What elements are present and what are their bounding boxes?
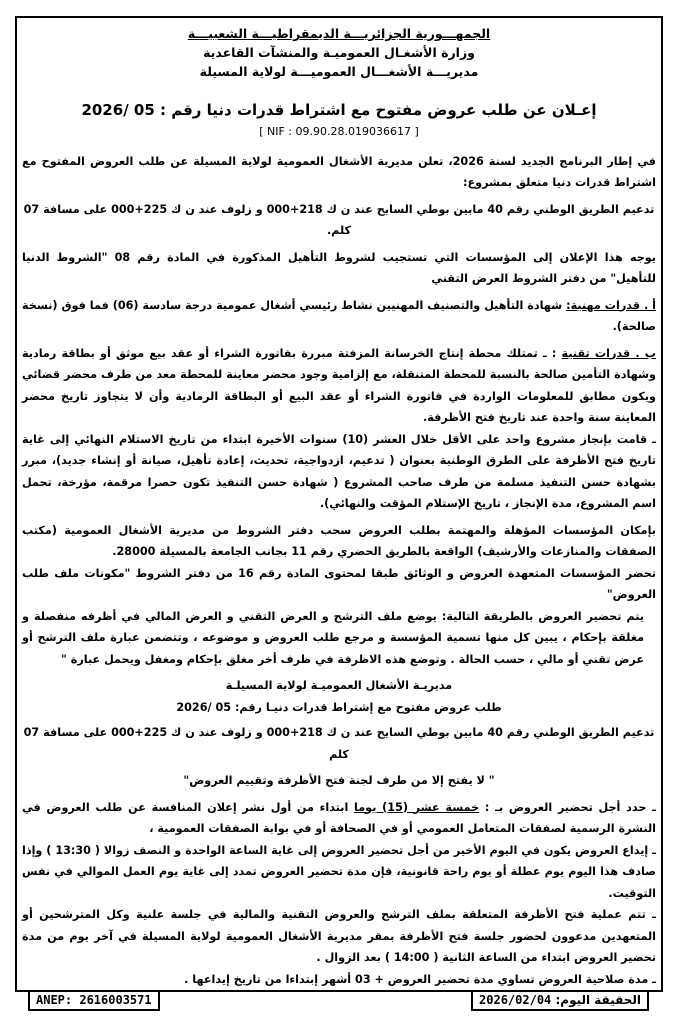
- envelope-directorate: مديريـة الأشغال العموميـة لولاية المسيلـة: [225, 679, 453, 692]
- deposit-term: ـ إيداع العروض يكون في اليوم الأخير من أجل تحضير العروض إلى غاية الساعة الواحدة و النصف زوالا ( 13:30 ) وإذا صادف هذا اليوم يوم عطلة أو يوم راحة قانونية، فإن مدة تحضير العروض تمدد إلى غاية يوم العمل الموالي في نفس التوقيت.: [22, 843, 656, 900]
- project-title: تدعيم الطريق الوطني رقم 40 مابين بوطي السايح عند ن ك 218+000 و زلوف عند ن ك 225+000 على مسافة 07 كلم.: [23, 202, 655, 237]
- intro-paragraph: في إطار البرنامج الجديد لسنة 2026، تعلن مديرية الأشغال العمومية لولاية المسيلة عن طلب العروض المفتوح مع اشتراط قدرات دنيا متعلق بمشروع:: [22, 154, 656, 189]
- republic-heading: الجمهـــورية الجزائريـــة الديمقراطيـــة الشعبيـــة: [187, 26, 491, 41]
- professional-capacity-text: شهادة التأهيل والتصنيف المهنيين نشاط رئيسي أشغال عمومية درجة سادسة (06) فما فوق (نسخة صالحة).: [22, 298, 656, 333]
- newspaper-date: [471, 990, 649, 1011]
- newspaper-name: الحقيقة اليوم:: [555, 993, 641, 1007]
- technical-capacity-label: ب . قدرات تقنية: [561, 346, 656, 360]
- nif-number: [ NIF : 09.90.28.019036617 ]: [259, 125, 419, 138]
- announcement-content: [22, 24, 656, 995]
- envelope-notice: " لا يفتح إلا من طرف لجنة فتح الأظرفة وتقييم العروض": [183, 774, 495, 787]
- validity-term: ـ مدة صلاحية العروض تساوي مدة تحضير العروض + 03 أشهر إبتداءا من تاريخ إيداعها .: [184, 972, 656, 986]
- prepare-paragraph: تحضر المؤسسات المتعهدة العروض و الوثائق طبقا لمحتوى المادة رقم 16 من دفتر الشروط "مكونات ملف طلب العروض": [22, 566, 656, 601]
- opening-term: ـ تتم عملية فتح الأظرفة المتعلقة بملف الترشح والعروض التقنية والمالية في جلسة علنية وكل المترشحين أو المتعهدين مدعوون لحضور جلسة فتح الأظرفة بمقر مديرية الأشغال العمومية لولاية المسيلة في آخر يوم من مدة تحضير العروض ابتداء من الساعة الثانية ( 14:00 ) بعد الزوال .: [22, 908, 656, 964]
- technical-capacity-text: : ـ تمتلك محطة إنتاج الخرسانة المزفتة مبررة بفاتورة الشراء أو عقد بيع موثق أو بطاقة رمادية وشهادة التأمين صالحة بالنسبة للمحطة المتنقلة، مع إلزامية وجود محضر معاينة للمحطة معد من طرف محضر قضائي ويكون مطابق للمعلومات الواردة في فاتورة الشراء أو عقد البيع أو البطاقة الرمادية وأن لا يتجاوز تاريخ محضر المعاينة سنة واحدة عند تاريخ فتح الأظرفة.: [22, 346, 656, 424]
- anep-reference: ANEP: 2616003571: [28, 990, 160, 1011]
- envelope-project: تدعيم الطريق الوطني رقم 40 مابين بوطي السايح عند ن ك 218+000 و زلوف عند ن ك 225+000 على مسافة 07 كلم: [23, 726, 655, 761]
- deadline-value: خمسة عشر (15) يوما: [354, 800, 480, 814]
- directorate-heading: مديريـــة الأشغـــال العموميـــة لولاية المسيلة: [199, 64, 479, 79]
- announcement-title: إعـلان عن طلب عروض مفتوح مع اشتراط قدرات دنيا رقم : 05 /2026: [81, 101, 597, 119]
- deadline-term: [22, 797, 656, 840]
- target-paragraph: يوجه هذا الإعلان إلى المؤسسات التي تستجيب لشروط التأهيل المذكورة في المادة رقم 08 "الشروط الدنيا للتأهيل" من دفتر الشروط العرض التقني: [22, 250, 657, 285]
- reference-project-requirement: ـ قامت بإنجاز مشروع واحد على الأقل خلال العشر (10) سنوات الأخيرة ابتداء من تاريخ الاستلام النهائي إلى غاية تاريخ فتح الأظرفة على الطرق الوطنية بعنوان ( تدعيم، ازدواجية، تحديث، إعادة تأهيل، صيانة أو إنشاء جديد)، مبرر بشهادة حسن التنفيذ مسلمة من طرف صاحب المشروع ( شهادة حسن التنفيذ تكون حصرا مرقمة، مؤرخة، تحمل اسم المشروع، مدة الإنجاز ، تاريخ الإستلام المؤقت والنهائي).: [22, 432, 656, 510]
- envelope-title: طلب عروض مفتوح مع إشتراط قدرات دنيـا رقم: 05 /2026: [176, 700, 502, 714]
- withdraw-paragraph: بإمكان المؤسسات المؤهلة والمهتمة بطلب العروض سحب دفتر الشروط من مديرية الأشغال العمومية (مكتب الصفقات والمنازعات والأرشيف) الواقعة بالطريق الحضري رقم 11 بجانب الجامعة بالمسيلة 28000.: [22, 523, 656, 558]
- professional-capacity: [22, 295, 656, 338]
- ministry-heading: وزارة الأشغـال العموميـة والمنشآت القاعدية: [203, 45, 475, 60]
- professional-capacity-label: أ . قدرات مهنية:: [566, 298, 656, 312]
- deadline-prefix: ـ حدد أجل تحضير العروض بـ :: [479, 800, 656, 814]
- publication-date: 2026/02/04: [479, 993, 552, 1007]
- technical-capacity: [22, 343, 656, 429]
- deadline-suffix: ابتداء من أول نشر إعلان المنافسة عن طلب العروض في النشرة الرسمية لصفقات المتعامل العمومي أو في الصحافة أو في بوابة الصفقات العمومية ،: [22, 800, 656, 835]
- method-paragraph: يتم تحضير العروض بالطريقة التالية: يوضع ملف الترشح و العرض التقني و العرض المالي في أظرفه منفصلة و مغلقة بإحكام ، يبين كل منها تسمية المؤسسة و مرجع طلب العروض و موضوعه ، وتتضمن عبارة ملف الترشح أو عرض تقني أو مالي ، حسب الحالة . وتوضع هذه الاظرفة في ظرف أخر مغلق بإحكام ومغفل ويحمل عبارة ": [22, 609, 644, 666]
